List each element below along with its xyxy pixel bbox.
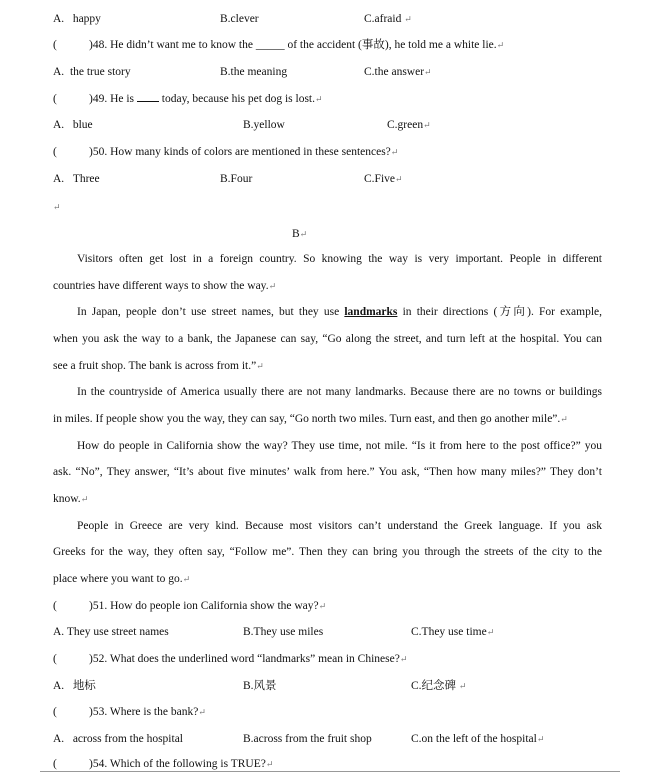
question-50: ( )50. How many kinds of colors are mentioned in these sentences?↵ [53, 146, 399, 158]
question-48: ( )48. He didn’t want me to know the _____ of the accident (事故), he told me a white lie.↵ [53, 39, 505, 51]
underlined-word-landmarks: landmarks [344, 306, 398, 318]
question-54: ( )54. Which of the following is TRUE?↵ [53, 758, 274, 770]
q51-options [53, 623, 602, 641]
passage-p2-line3: see a fruit shop. The bank is across from it.”↵ [53, 360, 264, 372]
q48-option-c: C.the answer↵ [364, 66, 432, 78]
q47-option-b: B.clever [220, 13, 259, 25]
q48-blank: _____ [255, 39, 285, 51]
question-53: ( )53. Where is the bank?↵ [53, 706, 206, 718]
passage-p3-line1: In the countryside of America usually there are not many landmarks. Because there are no towns or buildings [77, 386, 602, 398]
passage-p2-line1: In Japan, people don’t use street names, but they use landmarks in their directions (方向). For example, [77, 306, 603, 318]
passage-p4-line2: ask. “No”, They answer, “It’s about five minutes’ walk from here.” You ask, “Then how many miles?” They don’t [53, 466, 602, 478]
q50-option-c: C.Five↵ [364, 173, 403, 185]
q49-option-b: B.yellow [243, 119, 285, 131]
q52-option-c: C.纪念碑 ↵ [411, 680, 467, 692]
q50-options [53, 170, 602, 188]
q50-option-a: A. Three [53, 173, 100, 185]
q49-options [53, 116, 602, 134]
q52-option-a: A. 地标 [53, 680, 96, 692]
q53-option-a: A. across from the hospital [53, 733, 183, 745]
q49-option-c: C.green↵ [387, 119, 431, 131]
passage-p3-line2: in miles. If people show you the way, they can say, “Go north two miles. Turn east, and then go another mile”.↵ [53, 413, 568, 425]
question-52: ( )52. What does the underlined word “landmarks” mean in Chinese?↵ [53, 653, 408, 665]
q53-option-b: B.across from the fruit shop [243, 733, 372, 745]
passage-p1-line1: Visitors often get lost in a foreign country. So knowing the way is very important. People in different [77, 253, 602, 265]
q48-options [53, 63, 602, 81]
q47-options [53, 10, 602, 28]
q51-option-b: B.They use miles [243, 626, 324, 638]
q47-option-a: A. happy [53, 13, 101, 25]
passage-p5-line2: Greeks for the way, they often say, “Follow me”. Then they can bring you through the streets of the city to the [53, 546, 602, 558]
passage-p2-line2: when you ask the way to a bank, the Japanese can say, “Go along the street, and turn left at the hospital. You can [53, 333, 602, 345]
q49-option-a: A. blue [53, 119, 93, 131]
q50-option-b: B.Four [220, 173, 253, 185]
passage-p4-line1: How do people in California show the way? They use time, not mile. “Is it from here to the post office?” you [77, 440, 602, 452]
q48-option-a: A. the true story [53, 66, 131, 78]
q48-option-b: B.the meaning [220, 66, 288, 78]
passage-p5-line1: People in Greece are very kind. Because most visitors can’t understand the Greek language. If you ask [77, 520, 602, 532]
question-51: ( )51. How do people ion California show the way?↵ [53, 600, 327, 612]
passage-p5-line3: place where you want to go.↵ [53, 573, 191, 585]
q52-options [53, 677, 602, 695]
passage-p1-line2: countries have different ways to show the way.↵ [53, 280, 277, 292]
page-bottom-divider [40, 771, 620, 772]
q47-option-c: C.afraid ↵ [364, 13, 412, 25]
section-title: B↵ [292, 228, 308, 240]
q52-option-b: B.风景 [243, 680, 277, 692]
q51-option-a: A. They use street names [53, 626, 169, 638]
passage-p4-line3: know.↵ [53, 493, 89, 505]
q53-options [53, 730, 602, 748]
q49-blank [137, 91, 159, 102]
question-49: ( )49. He is today, because his pet dog is lost.↵ [53, 93, 323, 105]
q51-option-c: C.They use time↵ [411, 626, 495, 638]
empty-paragraph: ↵ [53, 202, 61, 212]
q53-option-c: C.on the left of the hospital↵ [411, 733, 545, 745]
